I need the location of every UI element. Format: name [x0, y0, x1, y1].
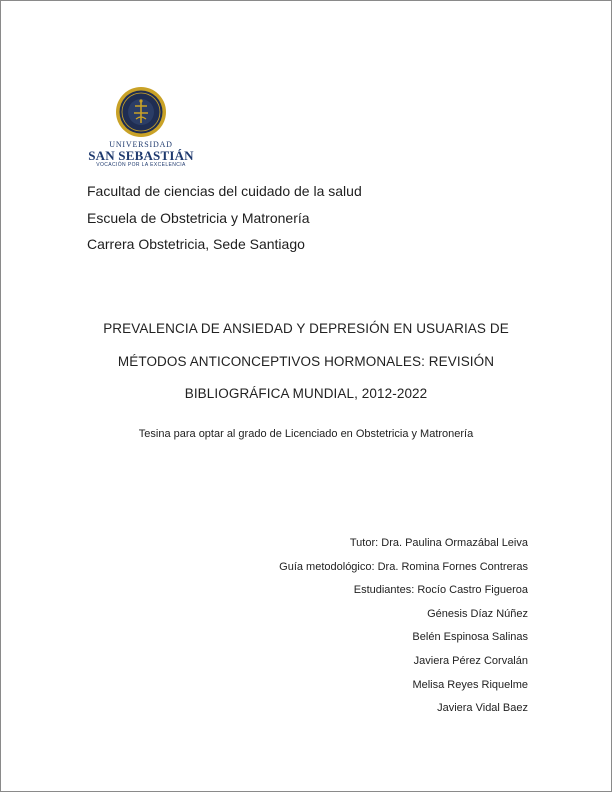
- school-name: Escuela de Obstetricia y Matronería: [87, 209, 310, 226]
- student-name: Melisa Reyes Riquelme: [412, 678, 528, 691]
- logo-university-word: UNIVERSIDAD: [109, 140, 173, 149]
- logo-motto: VOCACIÓN POR LA EXCELENCIA: [96, 162, 186, 168]
- student-name: Génesis Díaz Núñez: [427, 607, 528, 620]
- student-name: Belén Espinosa Salinas: [412, 631, 528, 644]
- students-line: Estudiantes: Rocío Castro Figueroa: [353, 584, 528, 597]
- thesis-title: [60, 313, 552, 411]
- career-name: Carrera Obstetricia, Sede Santiago: [87, 236, 305, 252]
- degree-subtitle: Tesina para optar al grado de Licenciado en Obstetricia y Matronería: [138, 428, 474, 440]
- thesis-title-line: PREVALENCIA DE ANSIEDAD Y DEPRESIÓN EN USUARIAS DE: [103, 321, 509, 336]
- university-logo: [86, 86, 196, 168]
- institution-block: [87, 178, 362, 258]
- tutor-line: Tutor: Dra. Paulina Ormazábal Leiva: [349, 537, 528, 549]
- logo-university-name: SAN SEBASTIÁN: [88, 148, 194, 163]
- thesis-title-line: MÉTODOS ANTICONCEPTIVOS HORMONALES: REVISIÓN: [117, 353, 495, 369]
- university-seal-icon: [115, 86, 167, 138]
- methodology-guide-line: Guía metodológico: Dra. Romina Fornes Contreras: [279, 560, 528, 573]
- credits-block: [279, 532, 528, 721]
- student-name: Javiera Pérez Corvalán: [413, 654, 528, 667]
- faculty-name: Facultad de ciencias del cuidado de la salud: [87, 183, 362, 199]
- thesis-title-line: BIBLIOGRÁFICA MUNDIAL, 2012-2022: [184, 386, 428, 401]
- student-name: Javiera Vidal Baez: [437, 702, 528, 715]
